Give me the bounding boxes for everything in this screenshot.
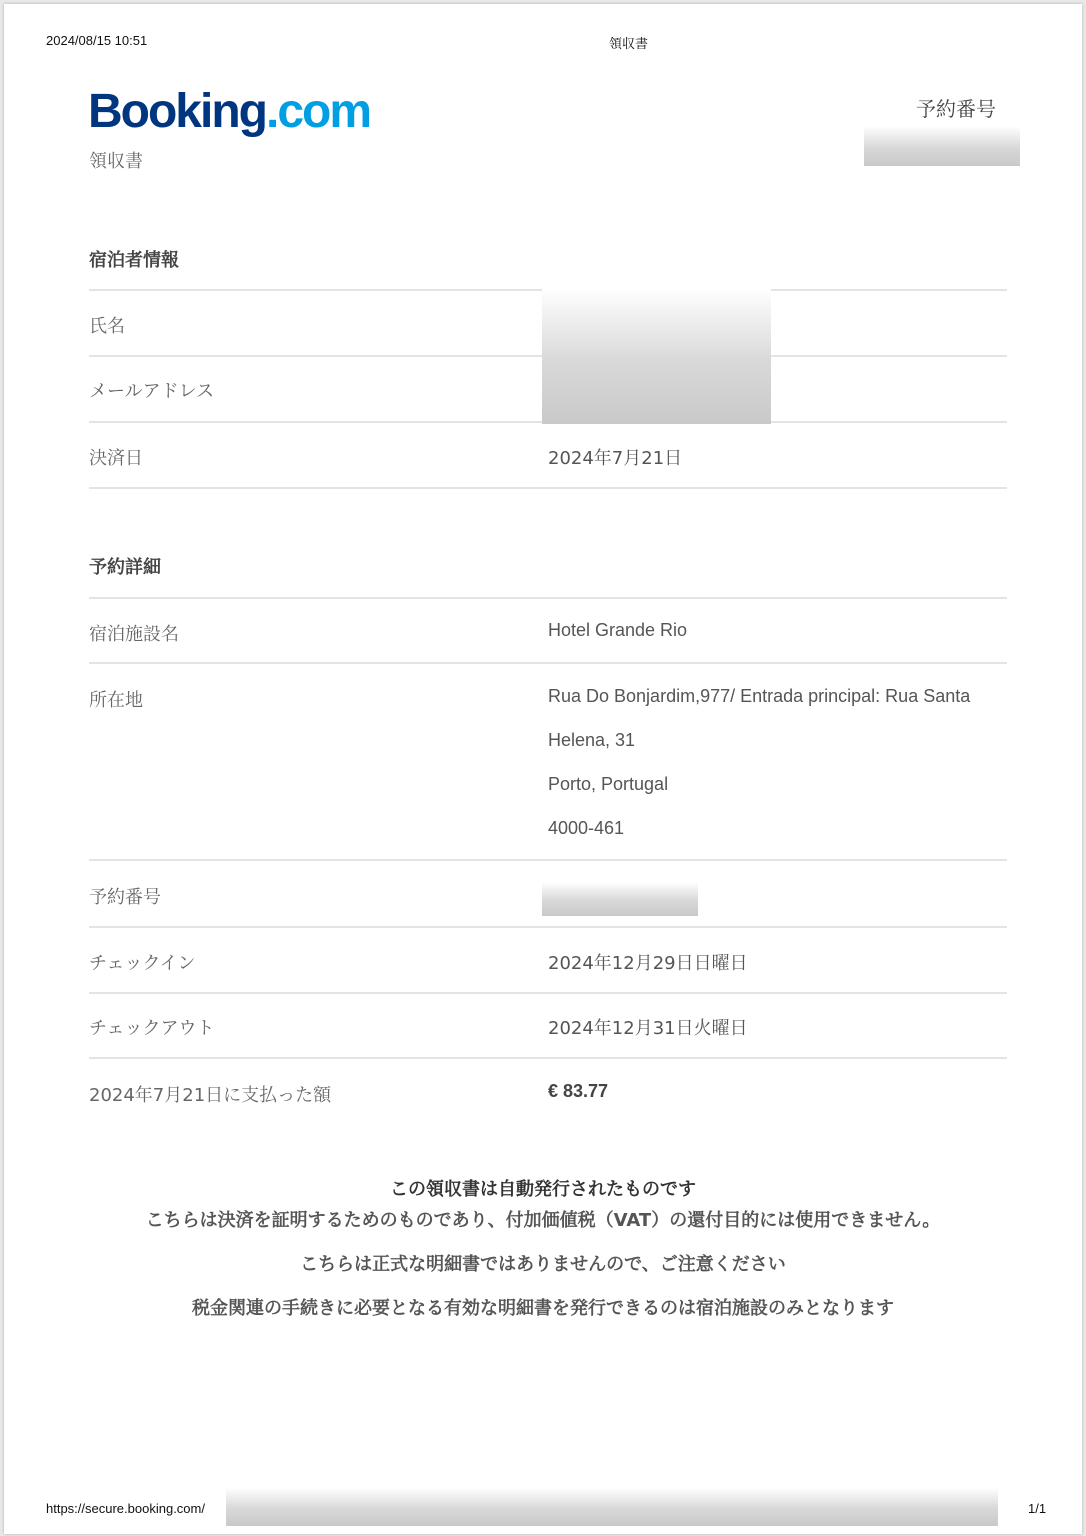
address-line-3: Porto, Portugal (548, 774, 669, 794)
checkin-date: 2024年12月29日日曜日 (548, 953, 748, 974)
tax-invoice-note: 税金関連の手続きに必要となる有効な明細書を発行できるのは宿泊施設のみとなります (192, 1298, 894, 1319)
vat-note: こちらは決済を証明するためのものであり、付加価値税（VAT）の還付目的には使用できません。 (145, 1210, 941, 1231)
divider (89, 487, 1007, 489)
print-url: https://secure.booking.com/ (46, 1501, 205, 1516)
divider (89, 597, 1007, 599)
address-line-1: Rua Do Bonjardim,977/ Entrada principal: Rua Santa (548, 686, 971, 706)
booking-details-title: 予約詳細 (89, 557, 161, 578)
reference-label: 予約番号 (916, 97, 996, 121)
page-number: 1/1 (1028, 1501, 1047, 1516)
property-name: Hotel Grande Rio (548, 620, 688, 640)
guest-info-title: 宿泊者情報 (89, 250, 179, 271)
divider (89, 992, 1007, 994)
paid-amount: € 83.77 (548, 1081, 609, 1101)
address-line-4: 4000-461 (548, 818, 625, 838)
print-title: 領収書 (609, 37, 649, 52)
paid-label: 2024年7月21日に支払った額 (89, 1085, 332, 1106)
divider (89, 859, 1007, 861)
booking-logo: Booking.com (88, 85, 371, 138)
redacted-guest-name-email (542, 288, 771, 424)
auto-issued-note: この領収書は自動発行されたものです (390, 1179, 696, 1200)
document-subtitle: 領収書 (89, 151, 143, 172)
payment-date-label: 決済日 (89, 448, 143, 469)
not-invoice-note: こちらは正式な明細書ではありませんので、ご注意ください (300, 1254, 786, 1275)
property-label: 宿泊施設名 (89, 624, 179, 645)
payment-date-value: 2024年7月21日 (548, 448, 683, 469)
redacted-booking-number (542, 882, 698, 916)
divider (89, 1057, 1007, 1059)
redacted-url-path (226, 1488, 998, 1526)
checkout-label: チェックアウト (89, 1018, 215, 1039)
divider (89, 926, 1007, 928)
address-line-2: Helena, 31 (548, 730, 636, 750)
name-label: 氏名 (89, 316, 125, 337)
redacted-reference-number (864, 126, 1020, 166)
email-label: メールアドレス (89, 381, 215, 402)
checkout-date: 2024年12月31日火曜日 (548, 1018, 748, 1039)
booking-number-label: 予約番号 (89, 887, 161, 908)
address-label: 所在地 (89, 690, 143, 711)
print-datetime: 2024/08/15 10:51 (46, 33, 148, 48)
divider (89, 662, 1007, 664)
checkin-label: チェックイン (89, 953, 196, 974)
